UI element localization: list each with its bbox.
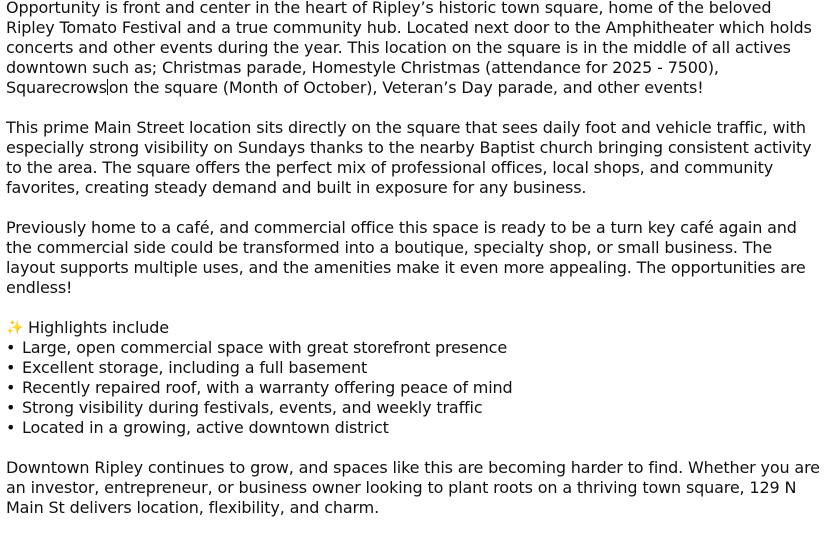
use-paragraph: Previously home to a café, and commercial office this space is ready to be a turn key café again and the commercial side could be transformed into a boutique, specialty shop, or small business. The layout supports multiple uses, and the amenities make it even more appealing. The opportunities are endless! <box>6 218 806 297</box>
bullet-icon: • <box>6 418 16 437</box>
list-item <box>6 378 821 398</box>
highlights-heading-text: Highlights include <box>28 318 169 337</box>
list-item-text: Excellent storage, including a full basement <box>22 358 368 377</box>
intro-text-after-cursor: on the square (Month of October), Veteran’s Day parade, and other events! <box>108 78 704 97</box>
intro-text-before-cursor: Opportunity is front and center in the heart of Ripley’s historic town square, home of the beloved Ripley Tomato Festival and a true community hub. Located next door to the Amphitheater which holds concerts and other events during the year. This location on the square is in the middle of all actives downtown such as; Christmas parade, Homestyle Christmas (attendance for 2025 - 7500), Squarecrows <box>6 0 812 97</box>
bullet-icon: • <box>6 398 16 417</box>
list-item <box>6 398 821 418</box>
bullet-icon: • <box>6 338 16 357</box>
list-item-text: Recently repaired roof, with a warranty offering peace of mind <box>22 378 513 397</box>
highlights-heading <box>6 318 821 338</box>
list-item-text: Large, open commercial space with great storefront presence <box>22 338 508 357</box>
list-item <box>6 338 821 358</box>
list-item <box>6 418 821 438</box>
highlights-list <box>6 338 821 438</box>
bullet-icon: • <box>6 358 16 377</box>
closing-paragraph: Downtown Ripley continues to grow, and spaces like this are becoming harder to find. Whether you are an investor, entrepreneur, or business owner looking to plant roots on a thriving town square, 129 N Main St delivers location, flexibility, and charm. <box>6 458 820 517</box>
document-body <box>6 0 821 538</box>
sparkles-icon: ✨ <box>6 320 24 336</box>
location-paragraph: This prime Main Street location sits directly on the square that sees daily foot and vehicle traffic, with especially strong visibility on Sundays thanks to the nearby Baptist church bringing consistent activity to the area. The square offers the perfect mix of professional offices, local shops, and community favorites, creating steady demand and built in exposure for any business. <box>6 118 812 197</box>
list-item-text: Located in a growing, active downtown district <box>22 418 389 437</box>
bullet-icon: • <box>6 378 16 397</box>
intro-paragraph <box>6 0 821 98</box>
list-item-text: Strong visibility during festivals, events, and weekly traffic <box>22 398 483 417</box>
list-item <box>6 358 821 378</box>
